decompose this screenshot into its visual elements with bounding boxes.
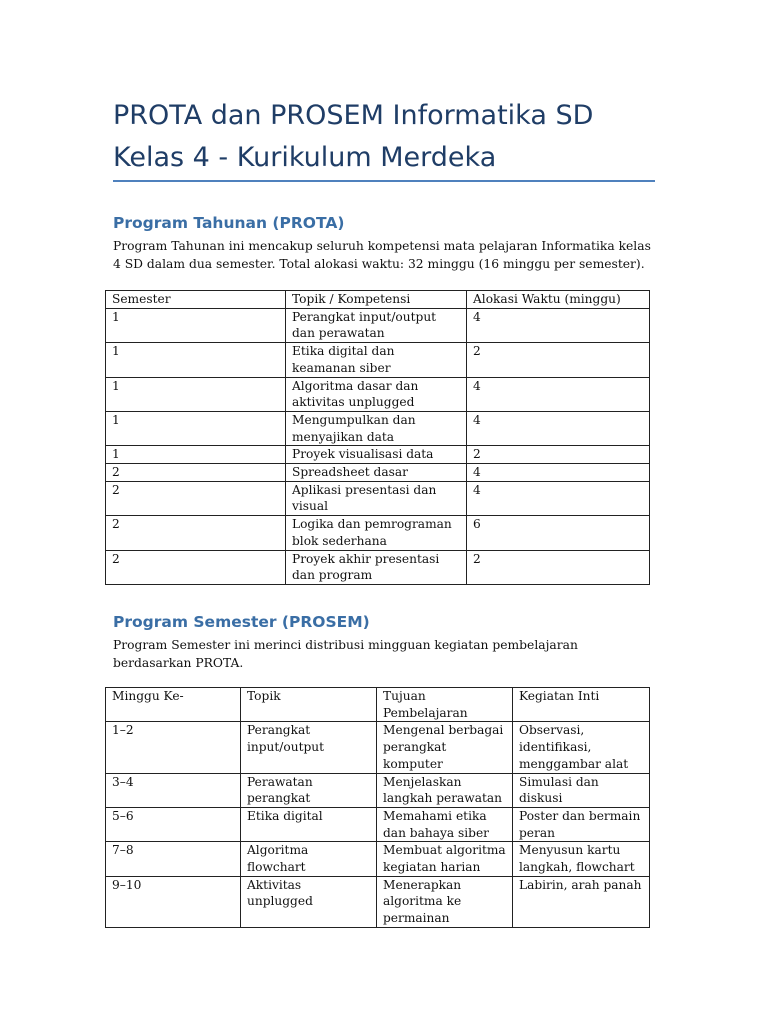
table-cell: Mengenal berbagai perangkat komputer <box>377 722 513 773</box>
table-cell: 1 <box>106 308 286 342</box>
table-cell: Etika digital dan keamanan siber <box>286 343 467 377</box>
table-cell: Spreadsheet dasar <box>286 464 467 482</box>
table-cell: Perawatan perangkat <box>241 773 377 807</box>
table-cell: Memahami etika dan bahaya siber <box>377 807 513 841</box>
table-cell: 2 <box>467 343 650 377</box>
table-cell: 1–2 <box>106 722 241 773</box>
table-cell: 1 <box>106 446 286 464</box>
table-cell: Proyek akhir presentasi dan program <box>286 550 467 584</box>
table-cell: 1 <box>106 377 286 411</box>
prosem-intro: Program Semester ini merinci distribusi mingguan kegiatan pembelajaran berdasarkan PROTA. <box>113 638 578 670</box>
table-header-row <box>106 688 650 722</box>
table-cell: Menjelaskan langkah perawatan <box>377 773 513 807</box>
table-row <box>106 481 650 515</box>
table-cell: 2 <box>106 550 286 584</box>
table-row <box>106 773 650 807</box>
table-row <box>106 411 650 445</box>
prota-heading: Program Tahunan (PROTA) <box>113 214 345 232</box>
table-cell: 2 <box>106 481 286 515</box>
table-cell: Algoritma dasar dan aktivitas unplugged <box>286 377 467 411</box>
title-divider <box>113 180 655 182</box>
table-cell: Membuat algoritma kegiatan harian <box>377 842 513 876</box>
table-cell: Perangkat input/output <box>241 722 377 773</box>
table-cell: Mengumpulkan dan menyajikan data <box>286 411 467 445</box>
document-title: PROTA dan PROSEM Informatika SD Kelas 4 - Kurikulum Merdeka <box>113 100 594 173</box>
table-cell: 2 <box>106 464 286 482</box>
prota-intro: Program Tahunan ini mencakup seluruh kompetensi mata pelajaran Informatika kelas 4 SD dalam dua semester. Total alokasi waktu: 32 minggu (16 minggu per semester). <box>113 239 651 271</box>
table-cell: Observasi, identifikasi, menggambar alat <box>513 722 650 773</box>
table-cell: Etika digital <box>241 807 377 841</box>
table-cell: Aktivitas unplugged <box>241 876 377 927</box>
table-cell: Aplikasi presentasi dan visual <box>286 481 467 515</box>
table-cell: 4 <box>467 481 650 515</box>
table-row <box>106 308 650 342</box>
table-cell: Poster dan bermain peran <box>513 807 650 841</box>
table-row <box>106 550 650 584</box>
table-cell: Algoritma flowchart <box>241 842 377 876</box>
table-cell: Perangkat input/output dan perawatan <box>286 308 467 342</box>
table-cell: 4 <box>467 377 650 411</box>
column-header: Alokasi Waktu (minggu) <box>467 291 650 309</box>
table-cell: Menerapkan algoritma ke permainan <box>377 876 513 927</box>
table-cell: 4 <box>467 308 650 342</box>
column-header: Minggu Ke- <box>106 688 241 722</box>
column-header: Topik <box>241 688 377 722</box>
table-cell: Labirin, arah panah <box>513 876 650 927</box>
table-header-row <box>106 291 650 309</box>
table-row <box>106 446 650 464</box>
table-cell: Menyusun kartu langkah, flowchart <box>513 842 650 876</box>
table-row <box>106 343 650 377</box>
column-header: Topik / Kompetensi <box>286 291 467 309</box>
table-row <box>106 722 650 773</box>
table-cell: 3–4 <box>106 773 241 807</box>
table-cell: 2 <box>467 550 650 584</box>
table-cell: 4 <box>467 411 650 445</box>
table-cell: Proyek visualisasi data <box>286 446 467 464</box>
table-row <box>106 516 650 550</box>
table-row <box>106 464 650 482</box>
table-row <box>106 807 650 841</box>
table-row <box>106 377 650 411</box>
table-cell: 4 <box>467 464 650 482</box>
column-header: Tujuan Pembelajaran <box>377 688 513 722</box>
table-cell: 5–6 <box>106 807 241 841</box>
prota-table <box>105 290 650 585</box>
table-cell: 7–8 <box>106 842 241 876</box>
table-cell: 6 <box>467 516 650 550</box>
table-cell: 2 <box>467 446 650 464</box>
table-cell: 2 <box>106 516 286 550</box>
prosem-table <box>105 687 650 928</box>
table-cell: Logika dan pemrograman blok sederhana <box>286 516 467 550</box>
table-cell: Simulasi dan diskusi <box>513 773 650 807</box>
table-row <box>106 842 650 876</box>
table-row <box>106 876 650 927</box>
table-cell: 1 <box>106 411 286 445</box>
column-header: Kegiatan Inti <box>513 688 650 722</box>
prosem-heading: Program Semester (PROSEM) <box>113 613 370 631</box>
table-cell: 9–10 <box>106 876 241 927</box>
column-header: Semester <box>106 291 286 309</box>
table-cell: 1 <box>106 343 286 377</box>
